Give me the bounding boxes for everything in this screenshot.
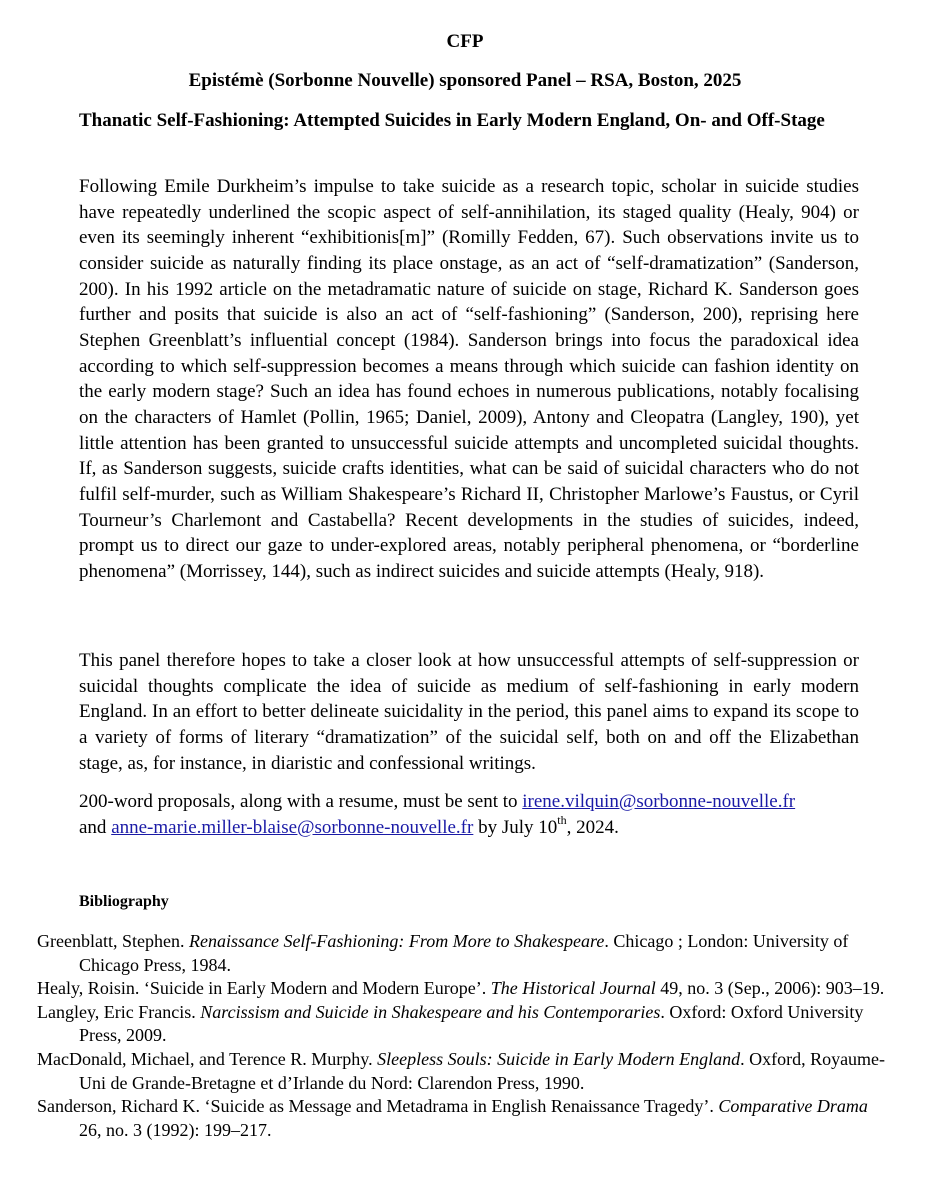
bib-title: Comparative Drama (718, 1096, 868, 1117)
submission-paragraph (79, 789, 859, 840)
bibliography-entry-healy (37, 977, 887, 1001)
bibliography-entry-greenblatt (37, 930, 887, 977)
bib-author: Langley, Eric Francis. (37, 1001, 201, 1022)
body-paragraph-1: Following Emile Durkheim’s impulse to take suicide as a research topic, scholar in suicide studies have repeatedly underlined the scopic aspect of self-annihilation, its staged quality (Healy, 904) or even its seemingly inherent “exhibitionis[m]” (Romilly Fedden, 67). Such observations invite us to consider suicide as naturally finding its place onstage, as an act of “self-dramatization” (Sanderson, 200). In his 1992 article on the metadramatic nature of suicide on stage, Richard K. Sanderson goes further and posits that suicide is also an act of “self-fashioning” (Sanderson, 200), reprising here Stephen Greenblatt’s influential concept (1984). Sanderson brings into focus the paradoxical idea according to which self-suppression becomes a means through which suicide can fashion identity on the early modern stage? Such an idea has found echoes in numerous publications, notably focalising on the characters of Hamlet (Pollin, 1965; Daniel, 2009), Antony and Cleopatra (Langley, 190), yet little attention has been granted to unsuccessful suicide attempts and uncompleted suicidal thoughts. If, as Sanderson suggests, suicide crafts identities, what can be said of suicidal characters who do not fulfil self-murder, such as William Shakespeare’s Richard II, Christopher Marlowe’s Faustus, or Cyril Tourneur’s Charlemont and Castabella? Recent developments in the studies of suicides, indeed, prompt us to direct our gaze to under-explored areas, notably peripheral phenomena, or “borderline phenomena” (Morrissey, 144), such as indirect suicides and suicide attempts (Healy, 918). (79, 176, 859, 582)
submission-deadline: by July 10 (473, 816, 558, 838)
submission-and: and (79, 816, 112, 838)
bib-author: MacDonald, Michael, and Terence R. Murphy. (37, 1048, 378, 1069)
bib-publication: 26, no. 3 (1992): 199–217. (79, 1119, 272, 1140)
bibliography-heading: Bibliography (79, 893, 169, 910)
submission-year: , 2024. (566, 816, 619, 838)
bibliography-entry-langley (37, 1001, 887, 1048)
bib-publication: 49, no. 3 (Sep., 2006): 903–19. (655, 978, 885, 999)
bib-title: The Historical Journal (490, 978, 656, 999)
bib-author: Sanderson, Richard K. ‘Suicide as Message and Metadrama in English Renaissance Tragedy’. (37, 1096, 719, 1117)
bib-author: Greenblatt, Stephen. (37, 931, 189, 951)
bibliography-entry-sanderson (37, 1095, 887, 1142)
bibliography-entry-macdonald (37, 1048, 887, 1095)
email-link-vilquin[interactable]: irene.vilquin@sorbonne-nouvelle.fr (522, 791, 796, 812)
deadline-ordinal-suffix: th (557, 813, 567, 828)
bib-author: Healy, Roisin. ‘Suicide in Early Modern and Modern Europe’. (37, 978, 491, 999)
bib-title: Sleepless Souls: Suicide in Early Modern England (377, 1048, 741, 1069)
submission-text: 200-word proposals, along with a resume, must be sent to (79, 791, 523, 812)
cfp-heading: CFP (446, 31, 484, 52)
panel-title: Thanatic Self-Fashioning: Attempted Suicides in Early Modern England, On- and Off-Stage (79, 110, 825, 131)
email-link-miller-blaise[interactable]: anne-marie.miller-blaise@sorbonne-nouvelle.fr (111, 816, 474, 838)
bib-publication: . Oxford: Oxford University Press, 2009. (79, 1001, 864, 1046)
bib-title: Renaissance Self-Fashioning: From More to Shakespeare (188, 931, 605, 951)
bibliography-list (37, 930, 887, 1142)
sponsor-line: Epistémè (Sorbonne Nouvelle) sponsored Panel – RSA, Boston, 2025 (188, 70, 742, 91)
body-paragraph-2: This panel therefore hopes to take a closer look at how unsuccessful attempts of self-suppression or suicidal thoughts complicate the idea of suicide as medium of self-fashioning in early modern England. In an effort to better delineate suicidality in the period, this panel aims to expand its scope to a variety of forms of literary “dramatization” of the suicidal self, both on and off the Elizabethan stage, as, for instance, in diaristic and confessional writings. (79, 650, 859, 774)
bib-publication: . Chicago ; London: University of Chicago Press, 1984. (79, 931, 849, 975)
bib-title: Narcissism and Suicide in Shakespeare and his Contemporaries (200, 1001, 661, 1022)
bib-publication: . Oxford, Royaume-Uni de Grande-Bretagne et d’Irlande du Nord: Clarendon Press, 1990. (79, 1048, 886, 1093)
